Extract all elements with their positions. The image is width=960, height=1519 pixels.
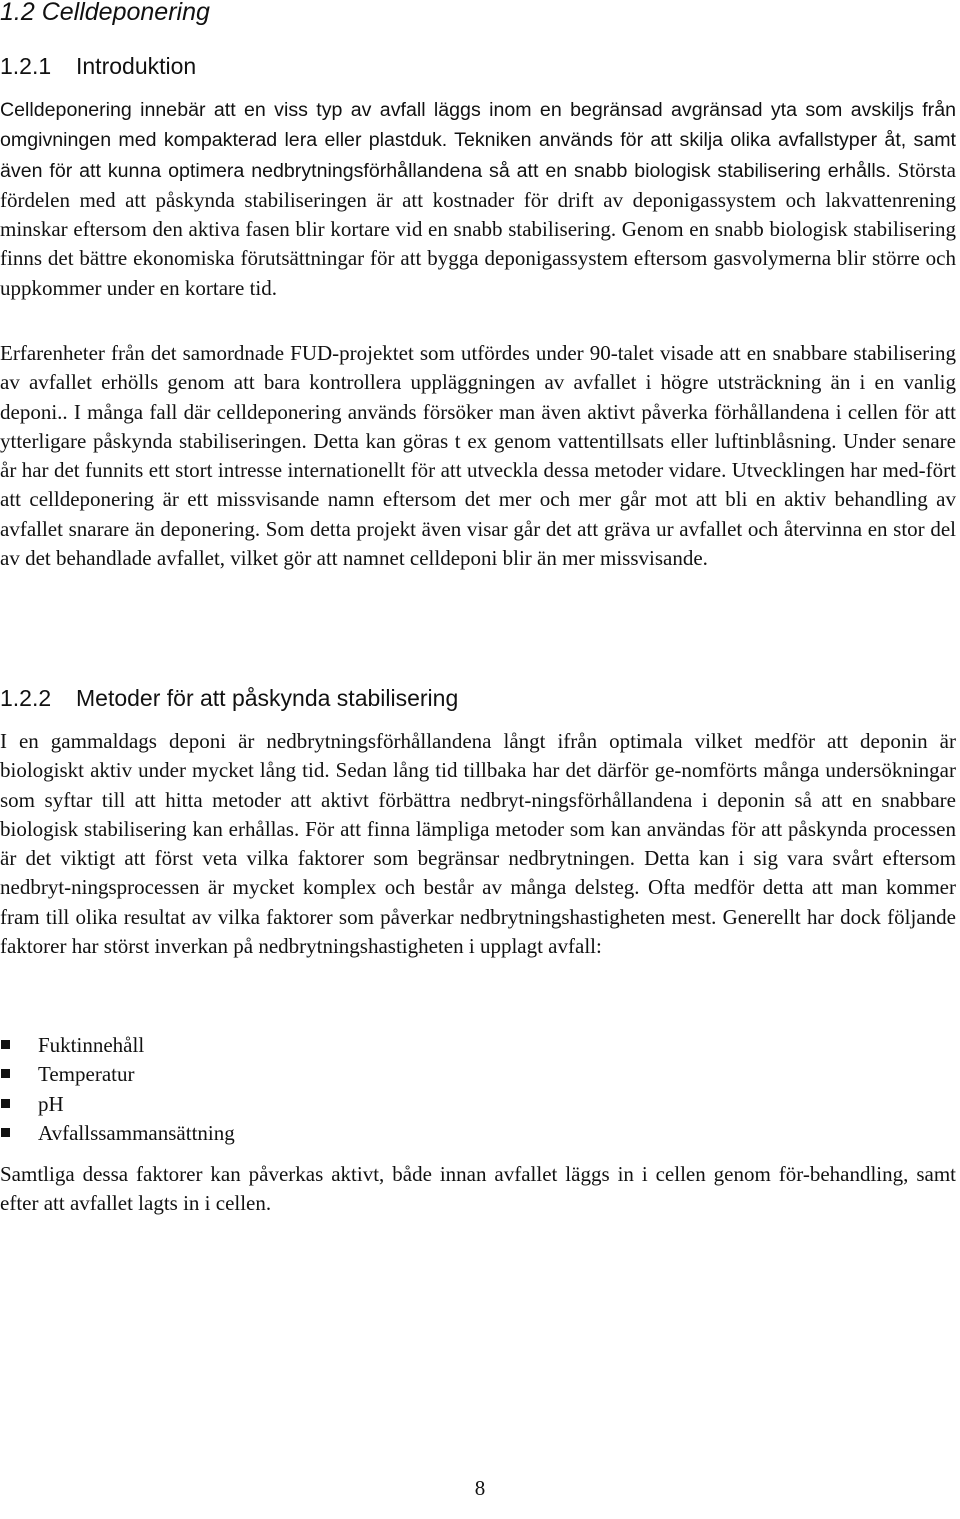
page-number: 8: [474, 1476, 486, 1500]
intro-paragraph-1-sans-part: Celldeponering innebär att en viss typ av avfall läggs inom en begränsad avgränsad yta som avskiljs från omgivningen med kompakterad lera eller plastduk. Tekniken används för att skilja olika avfallstyper åt, samt även för att kunna optimera nedbrytningsförhållandena så att en snabb biologisk stabilisering erhålls.: [0, 99, 956, 182]
intro-paragraph-2: Erfarenheter från det samordnade FUD-projektet som utfördes under 90-talet visade att en snabbare stabilisering av avfallet erhölls genom att bara kontrollera uppläggningen av avfallet i högre utsträckning än i en vanlig deponi.. I många fall där celldeponering används försöker man även aktivt påverka förhållandena i cellen för att ytterligare påskynda stabiliseringen. Detta kan göras t ex genom vattentillsats eller luftinblåsning. Under senare år har det funnits ett stort intresse internationellt för att utveckla dessa metoder vidare. Utvecklingen har med-fört att celldeponering är ett missvisande namn eftersom det mer och mer går mot att bli en aktiv behandling av avfallet snarare än deponering. Som detta projekt även visar går det att gräva ur avfallet och återvinna en stor del av det behandlade avfallet, vilket gör att namnet celldeponi blir än mer missvisande.: [0, 341, 956, 571]
intro-paragraph-1-serif-part: Största fördelen med att påskynda stabiliseringen är att kostnader för drift av deponigassystem och lakvattenrening minskar eftersom den aktiva fasen blir kortare vid en snabb stabilisering. Genom en snabb biologisk stabilisering finns det bättre ekonomiska förutsättningar för att bygga deponigassystem eftersom gasvolymerna blir större och uppkommer under en kortare tid.: [0, 157, 956, 300]
list-item: Fuktinnehåll: [0, 1031, 235, 1060]
list-item: Temperatur: [0, 1060, 235, 1089]
methods-paragraph-1: I en gammaldags deponi är nedbrytningsförhållandena långt ifrån optimala vilket medför att deponin är biologiskt aktiv under mycket lång tid. Sedan lång tid tillbaka har det därför ge-nomförts många undersökningar som syftar till att hitta metoder att aktivt förbättra nedbryt-ningsförhållandena i deponin så att en snabbare biologisk stabilisering kan erhållas. För att finna lämpliga metoder som kan användas för att påskynda processen är det viktigt att först veta vilka faktorer som begränsar nedbrytningen. Detta kan i sig vara svårt eftersom nedbryt-ningsprocessen är mycket komplex och består av många delsteg. Ofta medför detta att man kommer fram till olika resultat av vilka faktorer som påverkar nedbrytningshastigheten mest. Generellt har dock följande faktorer har störst inverkan på nedbrytningshastigheten i upplagt avfall:: [0, 729, 956, 959]
subsection-title: Introduktion: [76, 53, 197, 79]
intro-paragraph-1: [0, 95, 956, 303]
square-bullet-icon: [1, 1069, 10, 1078]
square-bullet-icon: [1, 1040, 10, 1049]
factor-list: [0, 1031, 235, 1148]
subsection-heading-intro: [0, 51, 196, 81]
square-bullet-icon: [1, 1128, 10, 1137]
subsection-number: 1.2.2: [0, 685, 52, 711]
section-heading: 1.2 Celldeponering: [0, 0, 210, 26]
subsection-title: Metoder för att påskynda stabilisering: [76, 685, 459, 711]
subsection-number: 1.2.1: [0, 53, 52, 79]
list-item: pH: [0, 1090, 235, 1119]
subsection-heading-methods: [0, 683, 458, 713]
methods-paragraph-2: Samtliga dessa faktorer kan påverkas aktivt, både innan avfallet läggs in i cellen genom för-behandling, samt efter att avfallet lagts in i cellen.: [0, 1162, 956, 1216]
square-bullet-icon: [1, 1099, 10, 1108]
list-item: Avfallssammansättning: [0, 1119, 235, 1148]
